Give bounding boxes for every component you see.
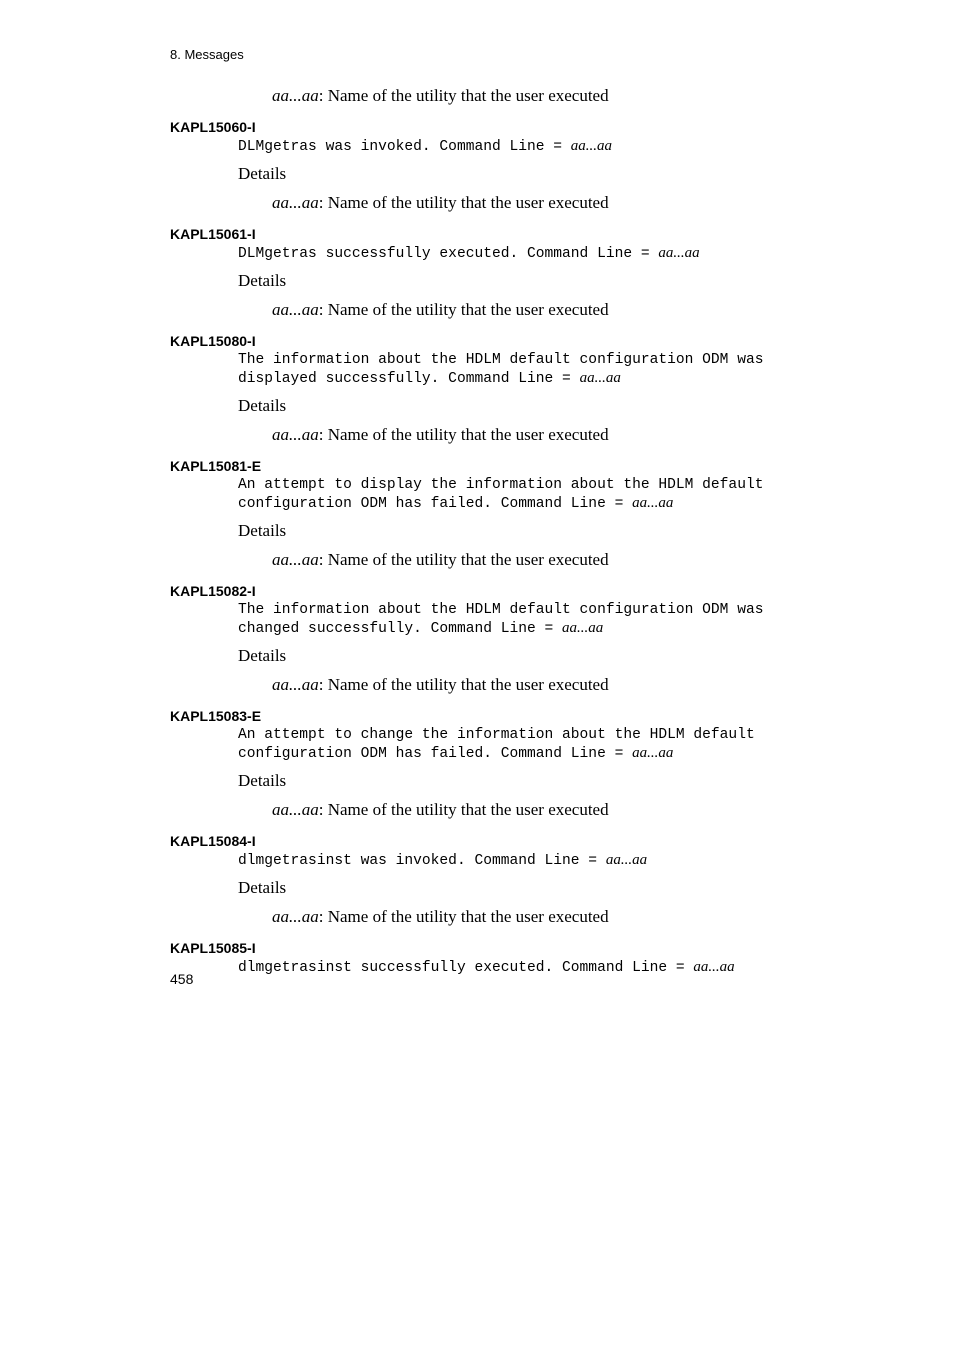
- message-param: aa...aa: [658, 245, 700, 261]
- message-list: [0, 85, 954, 977]
- details-label: Details: [238, 396, 287, 415]
- message-body: dlmgetrasinst was invoked. Command Line =: [238, 853, 606, 869]
- message-text: [238, 726, 828, 763]
- details-label: Details: [238, 271, 287, 290]
- message-id: KAPL15080-I: [170, 333, 256, 349]
- message-text: [238, 851, 828, 870]
- detail-line: [272, 299, 954, 321]
- message-text: [238, 244, 828, 263]
- message-param: aa...aa: [693, 959, 735, 975]
- detail-text: : Name of the utility that the user executed: [318, 425, 609, 444]
- details-label: Details: [238, 646, 287, 665]
- message-body: DLMgetras was invoked. Command Line =: [238, 139, 571, 155]
- message-text: [238, 351, 828, 388]
- message-entry: [0, 583, 954, 696]
- message-text: [238, 476, 828, 513]
- detail-line: [272, 192, 954, 214]
- detail-param: aa...aa: [272, 425, 319, 444]
- detail-line: [272, 906, 954, 928]
- message-body: dlmgetrasinst successfully executed. Command Line =: [238, 960, 694, 976]
- message-entry: [0, 458, 954, 571]
- page-number: 458: [170, 971, 194, 987]
- detail-param: aa...aa: [272, 550, 319, 569]
- message-entry: [0, 708, 954, 821]
- details-label: Details: [238, 164, 287, 183]
- message-id: KAPL15061-I: [170, 226, 256, 242]
- detail-text: : Name of the utility that the user executed: [318, 800, 609, 819]
- message-body: An attempt to display the information about the HDLM default configuration ODM has failed. Command Line =: [238, 477, 764, 512]
- message-entry: [0, 226, 954, 321]
- message-text: [238, 137, 828, 156]
- message-param: aa...aa: [570, 138, 613, 154]
- detail-text: : Name of the utility that the user executed: [318, 193, 609, 212]
- detail-param: aa...aa: [272, 193, 319, 212]
- detail-param: aa...aa: [272, 800, 319, 819]
- detail-line: [272, 549, 954, 571]
- detail-text: : Name of the utility that the user executed: [318, 86, 609, 105]
- message-entry: [0, 940, 954, 977]
- message-body: The information about the HDLM default configuration ODM was displayed successfully. Command Line =: [238, 352, 764, 387]
- details-label: Details: [238, 771, 287, 790]
- lead-detail-line: [272, 85, 954, 107]
- details-label: Details: [238, 878, 287, 897]
- detail-param: aa...aa: [272, 675, 319, 694]
- message-param: aa...aa: [632, 745, 674, 761]
- entries-container: [0, 119, 954, 977]
- message-body: DLMgetras successfully executed. Command Line =: [238, 246, 659, 262]
- message-id: KAPL15082-I: [170, 583, 256, 599]
- message-param: aa...aa: [579, 370, 621, 386]
- detail-text: : Name of the utility that the user executed: [318, 550, 609, 569]
- message-entry: [0, 833, 954, 928]
- message-id: KAPL15081-E: [170, 458, 262, 474]
- message-id: KAPL15085-I: [170, 940, 256, 956]
- details-label: Details: [238, 521, 287, 540]
- message-text: [238, 601, 828, 638]
- running-header: 8. Messages: [170, 47, 244, 62]
- detail-param: aa...aa: [272, 907, 319, 926]
- message-param: aa...aa: [632, 495, 674, 511]
- message-body: An attempt to change the information about the HDLM default configuration ODM has failed. Command Line =: [238, 727, 755, 762]
- message-entry: [0, 119, 954, 214]
- detail-line: [272, 799, 954, 821]
- detail-text: : Name of the utility that the user executed: [318, 907, 609, 926]
- message-body: The information about the HDLM default configuration ODM was changed successfully. Command Line =: [238, 602, 764, 637]
- message-text: [238, 958, 828, 977]
- detail-text: : Name of the utility that the user executed: [318, 675, 609, 694]
- detail-param: aa...aa: [272, 86, 319, 105]
- message-entry: [0, 333, 954, 446]
- message-id: KAPL15060-I: [170, 119, 256, 135]
- detail-text: : Name of the utility that the user executed: [318, 300, 609, 319]
- detail-line: [272, 424, 954, 446]
- message-id: KAPL15084-I: [170, 833, 256, 849]
- message-param: aa...aa: [562, 620, 604, 636]
- message-param: aa...aa: [605, 852, 648, 868]
- detail-line: [272, 674, 954, 696]
- detail-param: aa...aa: [272, 300, 319, 319]
- message-id: KAPL15083-E: [170, 708, 262, 724]
